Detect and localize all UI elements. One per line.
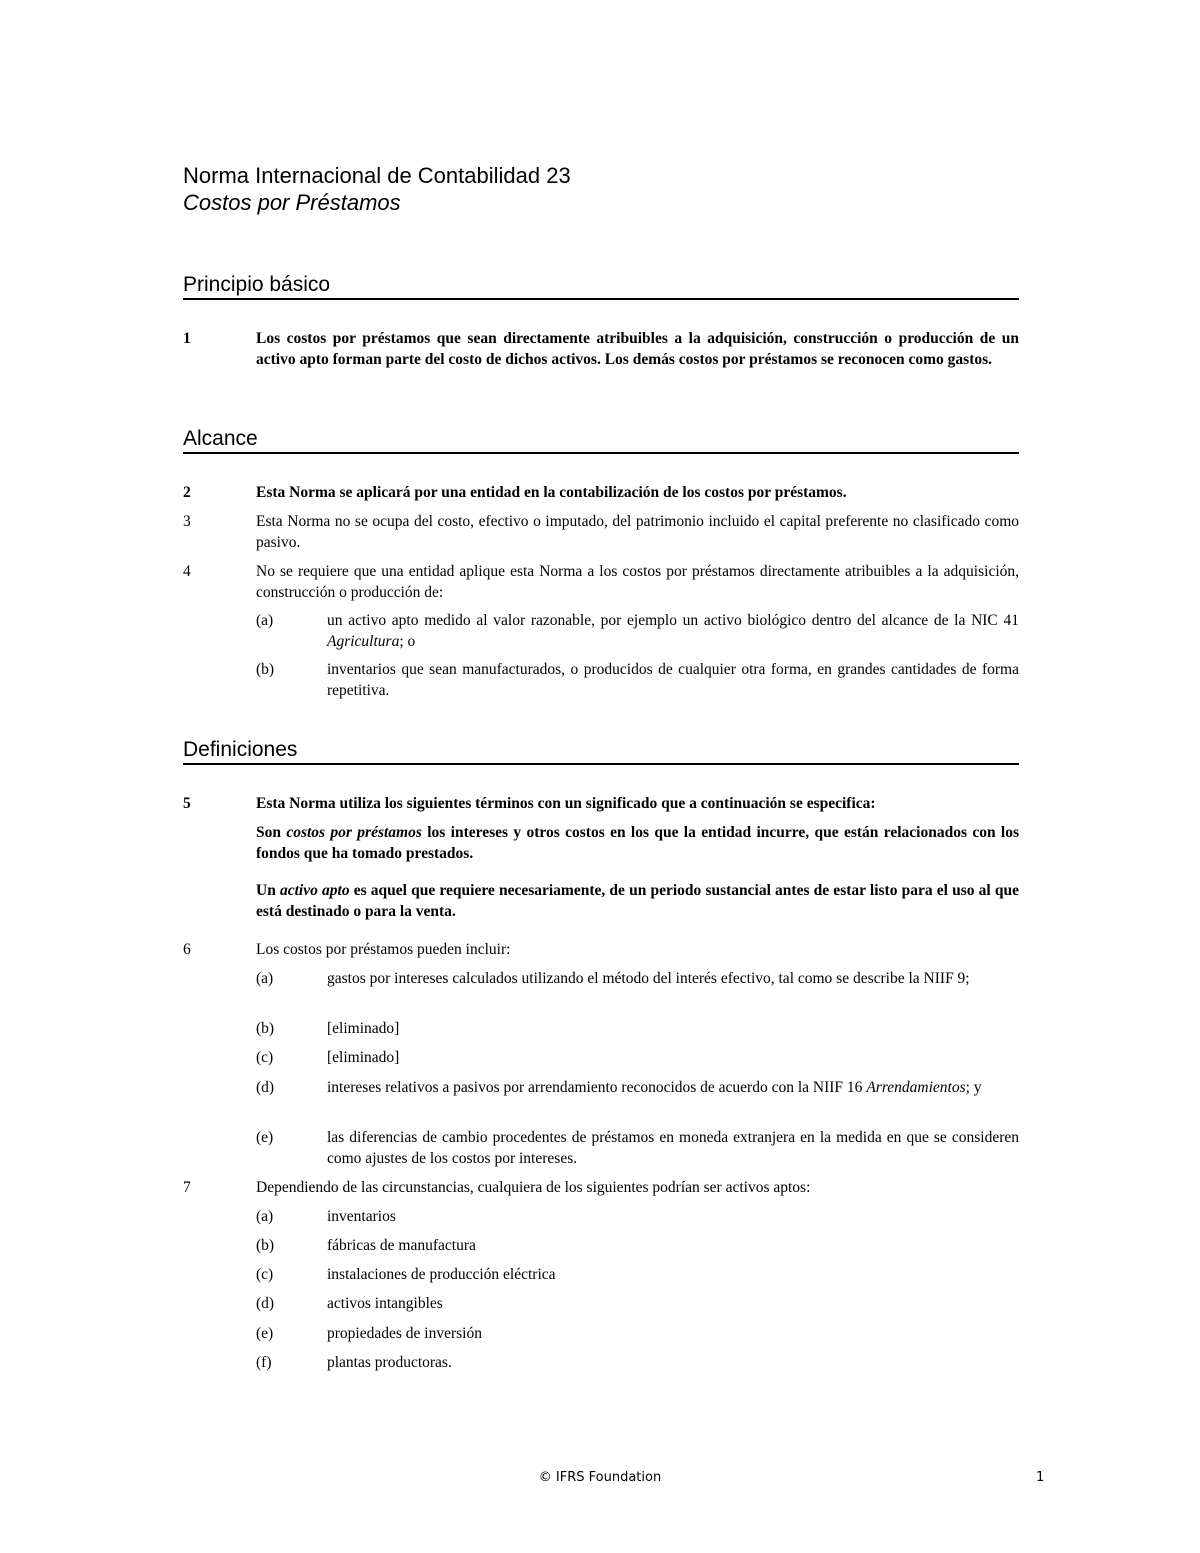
list-item-text: inventarios [327,1208,396,1225]
paragraph-number: 4 [183,563,191,580]
paragraph-number: 5 [183,795,191,812]
list-item-text: un activo apto medido al valor razonable, por ejemplo un activo biológico dentro del alcance de la NIC 41 Agricultura; o [327,612,1019,650]
list-item-label: (a) [256,1208,274,1225]
list-item-label: (b) [256,661,275,678]
paragraph-number: 7 [183,1179,191,1196]
paragraph-number: 1 [183,330,191,347]
definition-activo-apto: Un activo apto es aquel que requiere necesariamente, de un periodo sustancial antes de estar listo para el uso al que está destinado o para la venta. [256,882,1019,920]
page-number: 1 [1036,1470,1045,1485]
list-item-label: (e) [256,1129,274,1146]
paragraph-text: Esta Norma se aplicará por una entidad en la contabilización de los costos por préstamos. [256,484,847,501]
list-item-label: (a) [256,612,274,629]
list-item [256,659,1019,701]
list-item-text: [eliminado] [327,1049,400,1066]
list-item-text: intereses relativos a pasivos por arrendamiento reconocidos de acuerdo con la NIIF 16 Arrendamientos; y [327,1079,982,1096]
paragraph-number: 2 [183,484,191,501]
list-item-text: activos intangibles [327,1295,443,1312]
list-item [256,1293,1019,1314]
paragraph-4 [183,561,1019,603]
list-item-text: fábricas de manufactura [327,1237,476,1254]
list-item-label: (b) [256,1020,275,1037]
paragraph-text: Dependiendo de las circunstancias, cualquiera de los siguientes podrían ser activos aptos: [256,1179,811,1196]
paragraph-number: 3 [183,513,191,530]
paragraph-text: No se requiere que una entidad aplique esta Norma a los costos por préstamos directamente atribuibles a la adquisición, construcción o producción de: [256,563,1019,601]
list-item [256,1047,1019,1068]
list-item [256,1077,1019,1098]
paragraph-6 [183,939,1019,960]
list-item [256,1323,1019,1344]
section-heading-principio: Principio básico [183,272,1019,300]
list-item-text: gastos por intereses calculados utilizando el método del interés efectivo, tal como se describe la NIIF 9; [327,970,970,987]
paragraph-text: Los costos por préstamos pueden incluir: [256,941,511,958]
list-item-label: (d) [256,1295,275,1312]
list-item-text: las diferencias de cambio procedentes de préstamos en moneda extranjera en la medida en que se consideren como ajustes de los costos por intereses. [327,1129,1019,1167]
list-item [256,1235,1019,1256]
footer-copyright: © IFRS Foundation [538,1470,662,1485]
list-item-label: (c) [256,1049,274,1066]
paragraph-2 [183,482,1019,503]
list-item-label: (d) [256,1079,275,1096]
document-subtitle: Costos por Préstamos [183,190,401,215]
section-heading-alcance: Alcance [183,426,1019,454]
list-item-label: (c) [256,1266,274,1283]
paragraph-text: Esta Norma utiliza los siguientes términos con un significado que a continuación se especifica: [256,795,876,812]
paragraph-3 [183,511,1019,553]
document-title: Norma Internacional de Contabilidad 23 [183,163,571,188]
list-item-text: propiedades de inversión [327,1325,482,1342]
list-item-label: (b) [256,1237,275,1254]
list-item-text: plantas productoras. [327,1354,452,1371]
list-item-text: instalaciones de producción eléctrica [327,1266,556,1283]
paragraph-5 [183,793,1019,814]
paragraph-1 [183,328,1019,370]
list-item [256,1127,1019,1169]
list-item-text: inventarios que sean manufacturados, o producidos de cualquier otra forma, en grandes cantidades de forma repetitiva. [327,661,1019,699]
list-item [256,1206,1019,1227]
list-item [256,1018,1019,1039]
paragraph-text: Esta Norma no se ocupa del costo, efectivo o imputado, del patrimonio incluido el capital preferente no clasificado como pasivo. [256,513,1019,551]
list-item [256,610,1019,652]
list-item-label: (e) [256,1325,274,1342]
list-item-label: (a) [256,970,274,987]
paragraph-text: Los costos por préstamos que sean directamente atribuibles a la adquisición, construcción o producción de un activo apto forman parte del costo de dichos activos. Los demás costos por préstamos se reconocen como gastos. [256,330,1019,368]
paragraph-7 [183,1177,1019,1198]
list-item-label: (f) [256,1354,272,1371]
paragraph-number: 6 [183,941,191,958]
list-item [256,1352,1019,1373]
list-item [256,1264,1019,1285]
list-item [256,968,1019,989]
list-item-text: [eliminado] [327,1020,400,1037]
section-heading-definiciones: Definiciones [183,737,1019,765]
definition-costos-por-prestamos: Son costos por préstamos los intereses y otros costos en los que la entidad incurre, que están relacionados con los fondos que ha tomado prestados. [256,824,1019,862]
